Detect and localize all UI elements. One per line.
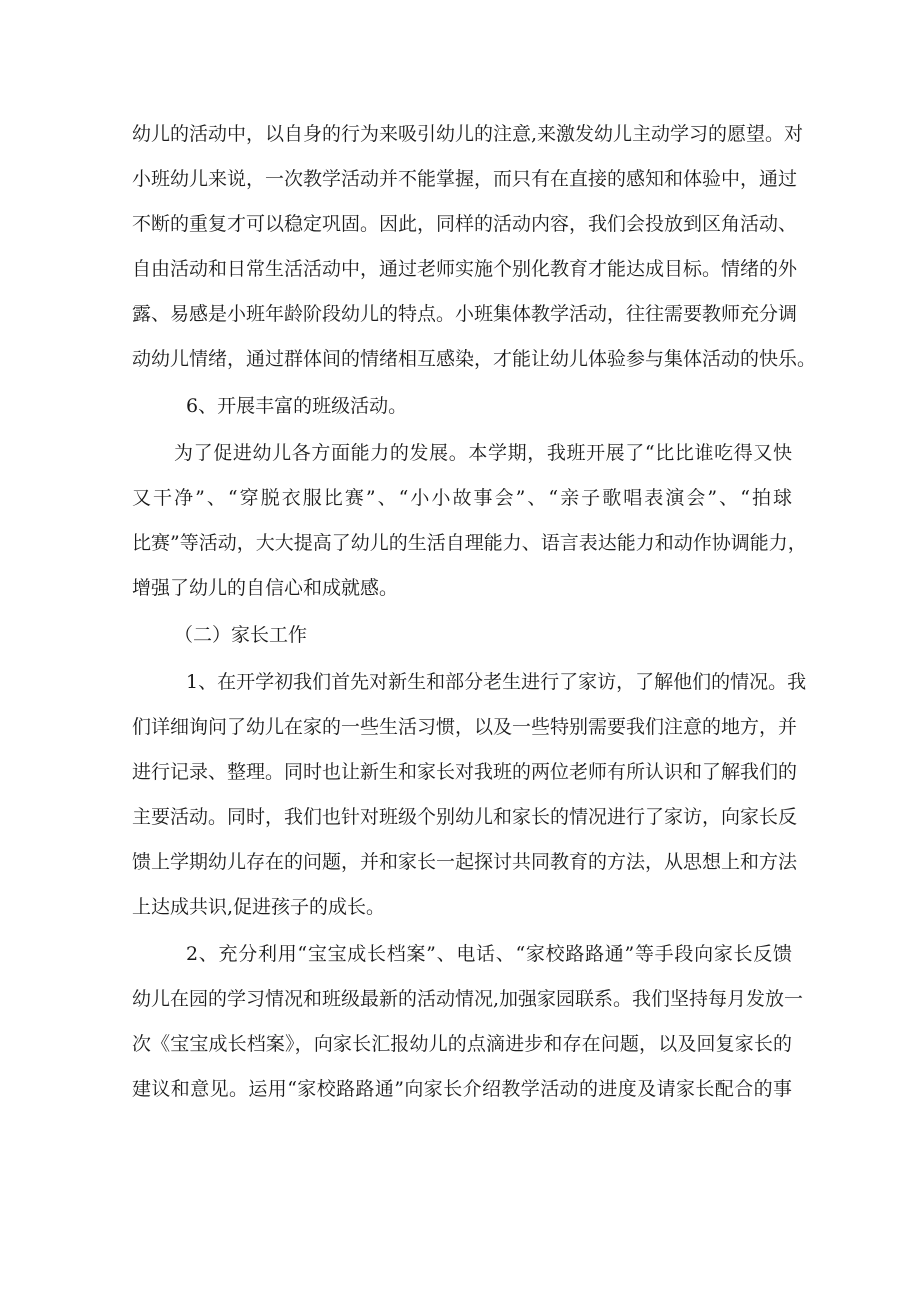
text-line: 上达成共识,促进孩子的成长。 — [132, 896, 386, 918]
text-line: 们详细询问了幼儿在家的一些生活习惯，以及一些特别需要我们注意的地方，并 — [132, 716, 798, 738]
text-line: 又干净”、“穿脱衣服比赛”、“小小故事会”、“亲子歌唱表演会”、“拍球 — [132, 487, 792, 509]
text-line: 动幼儿情绪，通过群体间的情绪相互感染，才能让幼儿体验参与集体活动的快乐。 — [132, 348, 817, 370]
paragraph-communication — [132, 940, 804, 1103]
text-line: 建议和意见。运用“家校路路通”向家长介绍教学活动的进度及请家长配合的事 — [132, 1078, 792, 1100]
section-heading — [132, 621, 792, 649]
text-line: 自由活动和日常生活活动中，通过老师实施个别化教育才能达成目标。情绪的外 — [132, 258, 798, 280]
text-line: 进行记录、整理。同时也让新生和家长对我班的两位老师有所认识和了解我们的 — [132, 761, 798, 783]
document-body — [132, 120, 817, 1103]
text-line: 露、易感是小班年龄阶段幼儿的特点。小班集体教学活动，往往需要教师充分调 — [132, 303, 798, 325]
text-line: 馈上学期幼儿存在的问题，并和家长一起探讨共同教育的方法，从思想上和方法 — [132, 851, 798, 873]
section-item-heading — [132, 392, 792, 420]
text-line: 小班幼儿来说，一次教学活动并不能掌握，而只有在直接的感知和体验中，通过 — [132, 168, 798, 190]
text-line: （二）家长工作 — [174, 624, 308, 646]
paragraph-continuation — [132, 120, 817, 373]
text-line: 次《宝宝成长档案》，向家长汇报幼儿的点滴进步和存在问题，以及回复家长的 — [132, 1033, 792, 1055]
text-line: 比赛”等活动，大大提高了幼儿的生活自理能力、语言表达能力和动作协调能力， — [132, 532, 807, 554]
text-line: 不断的重复才可以稳定巩固。因此，同样的活动内容，我们会投放到区角活动、 — [132, 213, 798, 235]
text-line: 主要活动。同时，我们也针对班级个别幼儿和家长的情况进行了家访，向家长反 — [132, 806, 798, 828]
text-line: 幼儿在园的学习情况和班级最新的活动情况,加强家园联系。我们坚持每月发放一 — [132, 988, 804, 1010]
text-line: 为了促进幼儿各方面能力的发展。本学期，我班开展了“比比谁吃得又快 — [174, 442, 792, 464]
text-line: 增强了幼儿的自信心和成就感。 — [132, 577, 399, 599]
text-line: 6、开展丰富的班级活动。 — [186, 395, 408, 417]
text-line: 1、在开学初我们首先对新生和部分老生进行了家访，了解他们的情况。我 — [186, 671, 807, 693]
paragraph-home-visits — [132, 668, 807, 921]
text-line: 幼儿的活动中，以自身的行为来吸引幼儿的注意,来激发幼儿主动学习的愿望。对 — [132, 123, 804, 145]
paragraph-activities — [132, 439, 807, 602]
text-line: 2、充分利用“宝宝成长档案”、电话、“家校路路通”等手段向家长反馈 — [186, 943, 792, 965]
